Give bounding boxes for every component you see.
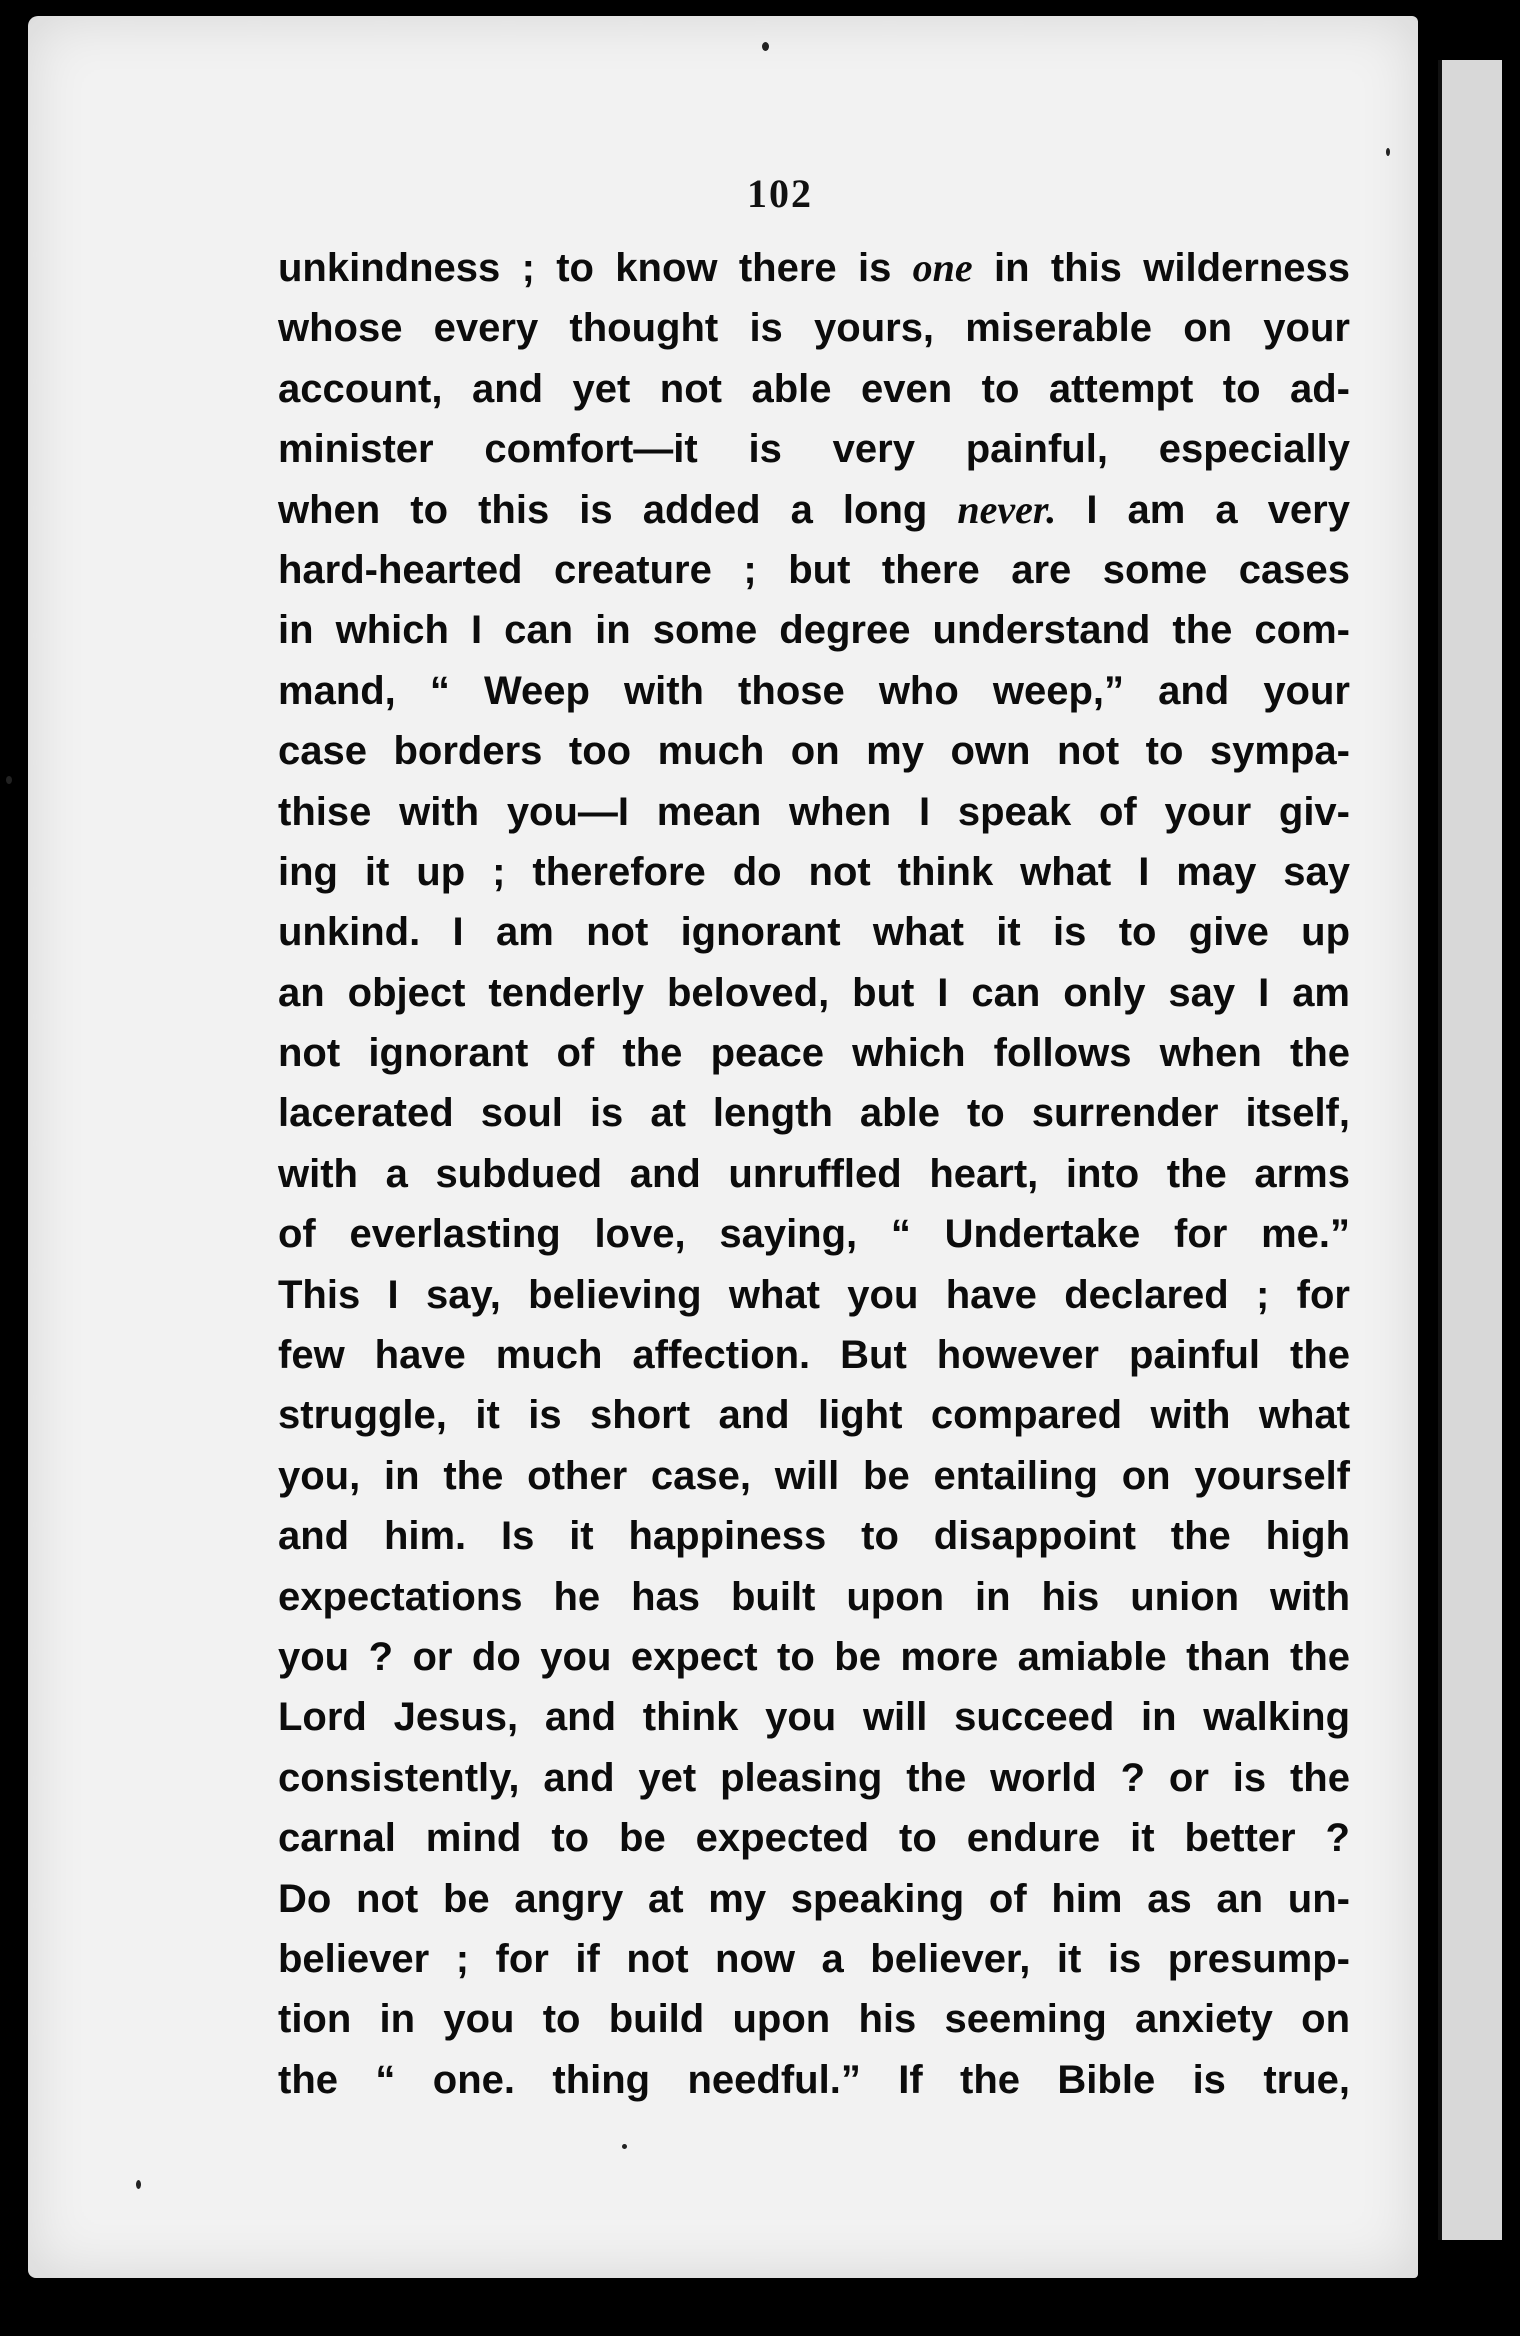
text-line [278, 1446, 1350, 1506]
text-segment: the “ one. thing needful.” If the Bible is true, [278, 2057, 1350, 2102]
text-line [278, 419, 1350, 479]
scan-speck [136, 2180, 141, 2189]
text-line [278, 1506, 1350, 1566]
italic-word: one [912, 245, 973, 290]
text-line [278, 842, 1350, 902]
text-segment: Lord Jesus, and think you will succeed in walking [278, 1695, 1350, 1740]
text-line [278, 1627, 1350, 1687]
text-line [278, 1869, 1350, 1929]
text-line [278, 963, 1350, 1023]
text-segment: minister comfort—it is very painful, especially [278, 427, 1350, 472]
text-segment: of everlasting love, saying, “ Undertake for me.” [278, 1212, 1350, 1257]
page-number: 102 [747, 171, 813, 216]
text-segment: in this wilderness [972, 246, 1351, 290]
text-segment: and him. Is it happiness to disappoint the high [278, 1514, 1350, 1559]
text-line [278, 1204, 1350, 1264]
text-line [278, 540, 1350, 600]
text-line [278, 661, 1350, 721]
text-line [278, 1023, 1350, 1083]
text-line [278, 359, 1350, 419]
text-segment: in which I can in some degree understand the com- [278, 608, 1350, 653]
text-line [278, 1083, 1350, 1143]
text-segment: an object tenderly beloved, but I can only say I am [278, 970, 1350, 1015]
text-segment: account, and yet not able even to attempt to ad- [278, 366, 1350, 411]
text-line [278, 2050, 1350, 2110]
text-line [278, 1748, 1350, 1808]
text-line [278, 1989, 1350, 2049]
next-page-edge [1438, 60, 1502, 2240]
text-line [278, 1325, 1350, 1385]
text-segment: not ignorant of the peace which follows when the [278, 1031, 1350, 1076]
text-segment: case borders too much on my own not to sympa- [278, 729, 1350, 774]
body-text [278, 238, 1350, 2110]
text-line [278, 1265, 1350, 1325]
text-line [278, 1808, 1350, 1868]
text-segment: thise with you—I mean when I speak of your giv- [278, 789, 1350, 834]
scan-speck [1386, 148, 1390, 156]
text-segment: you, in the other case, will be entailing on yourself [278, 1453, 1350, 1498]
text-line [278, 238, 1350, 298]
text-line [278, 1144, 1350, 1204]
text-segment: consistently, and yet pleasing the world ? or is the [278, 1755, 1350, 1800]
text-line [278, 1385, 1350, 1445]
scan-speck [762, 42, 769, 51]
text-segment: Do not be angry at my speaking of him as an un- [278, 1876, 1350, 1921]
text-segment: ing it up ; therefore do not think what I may say [278, 849, 1350, 894]
text-segment: whose every thought is yours, miserable on your [278, 306, 1350, 351]
text-line [278, 1929, 1350, 1989]
text-segment: expectations he has built upon in his union with [278, 1574, 1350, 1619]
text-segment: when to this is added a long [278, 487, 958, 532]
text-segment: tion in you to build upon his seeming anxiety on [278, 1997, 1350, 2042]
text-segment: mand, “ Weep with those who weep,” and your [278, 668, 1350, 713]
text-line [278, 600, 1350, 660]
text-segment: with a subdued and unruffled heart, into the arms [278, 1151, 1350, 1196]
text-line [278, 298, 1350, 358]
text-line [278, 1687, 1350, 1747]
text-line [278, 902, 1350, 962]
scan-speck [6, 776, 12, 784]
text-segment: believer ; for if not now a believer, it is presump- [278, 1936, 1350, 1981]
text-segment: carnal mind to be expected to endure it better ? [278, 1816, 1350, 1861]
text-segment: lacerated soul is at length able to surrender itself, [278, 1091, 1350, 1136]
text-line [278, 1567, 1350, 1627]
text-segment: I am a very [1056, 487, 1350, 532]
scan-speck [622, 2144, 627, 2149]
text-segment: few have much affection. But however painful the [278, 1333, 1350, 1378]
italic-word: never. [957, 486, 1057, 532]
text-segment: you ? or do you expect to be more amiable than the [278, 1634, 1350, 1679]
text-segment: unkindness ; to know there is [278, 246, 913, 290]
text-segment: hard-hearted creature ; but there are some cases [278, 547, 1350, 592]
text-segment: This I say, believing what you have declared ; for [278, 1272, 1350, 1317]
text-line [278, 480, 1350, 540]
text-line [278, 721, 1350, 781]
text-segment: struggle, it is short and light compared with what [278, 1393, 1350, 1438]
text-line [278, 782, 1350, 842]
text-segment: unkind. I am not ignorant what it is to give up [278, 910, 1350, 955]
